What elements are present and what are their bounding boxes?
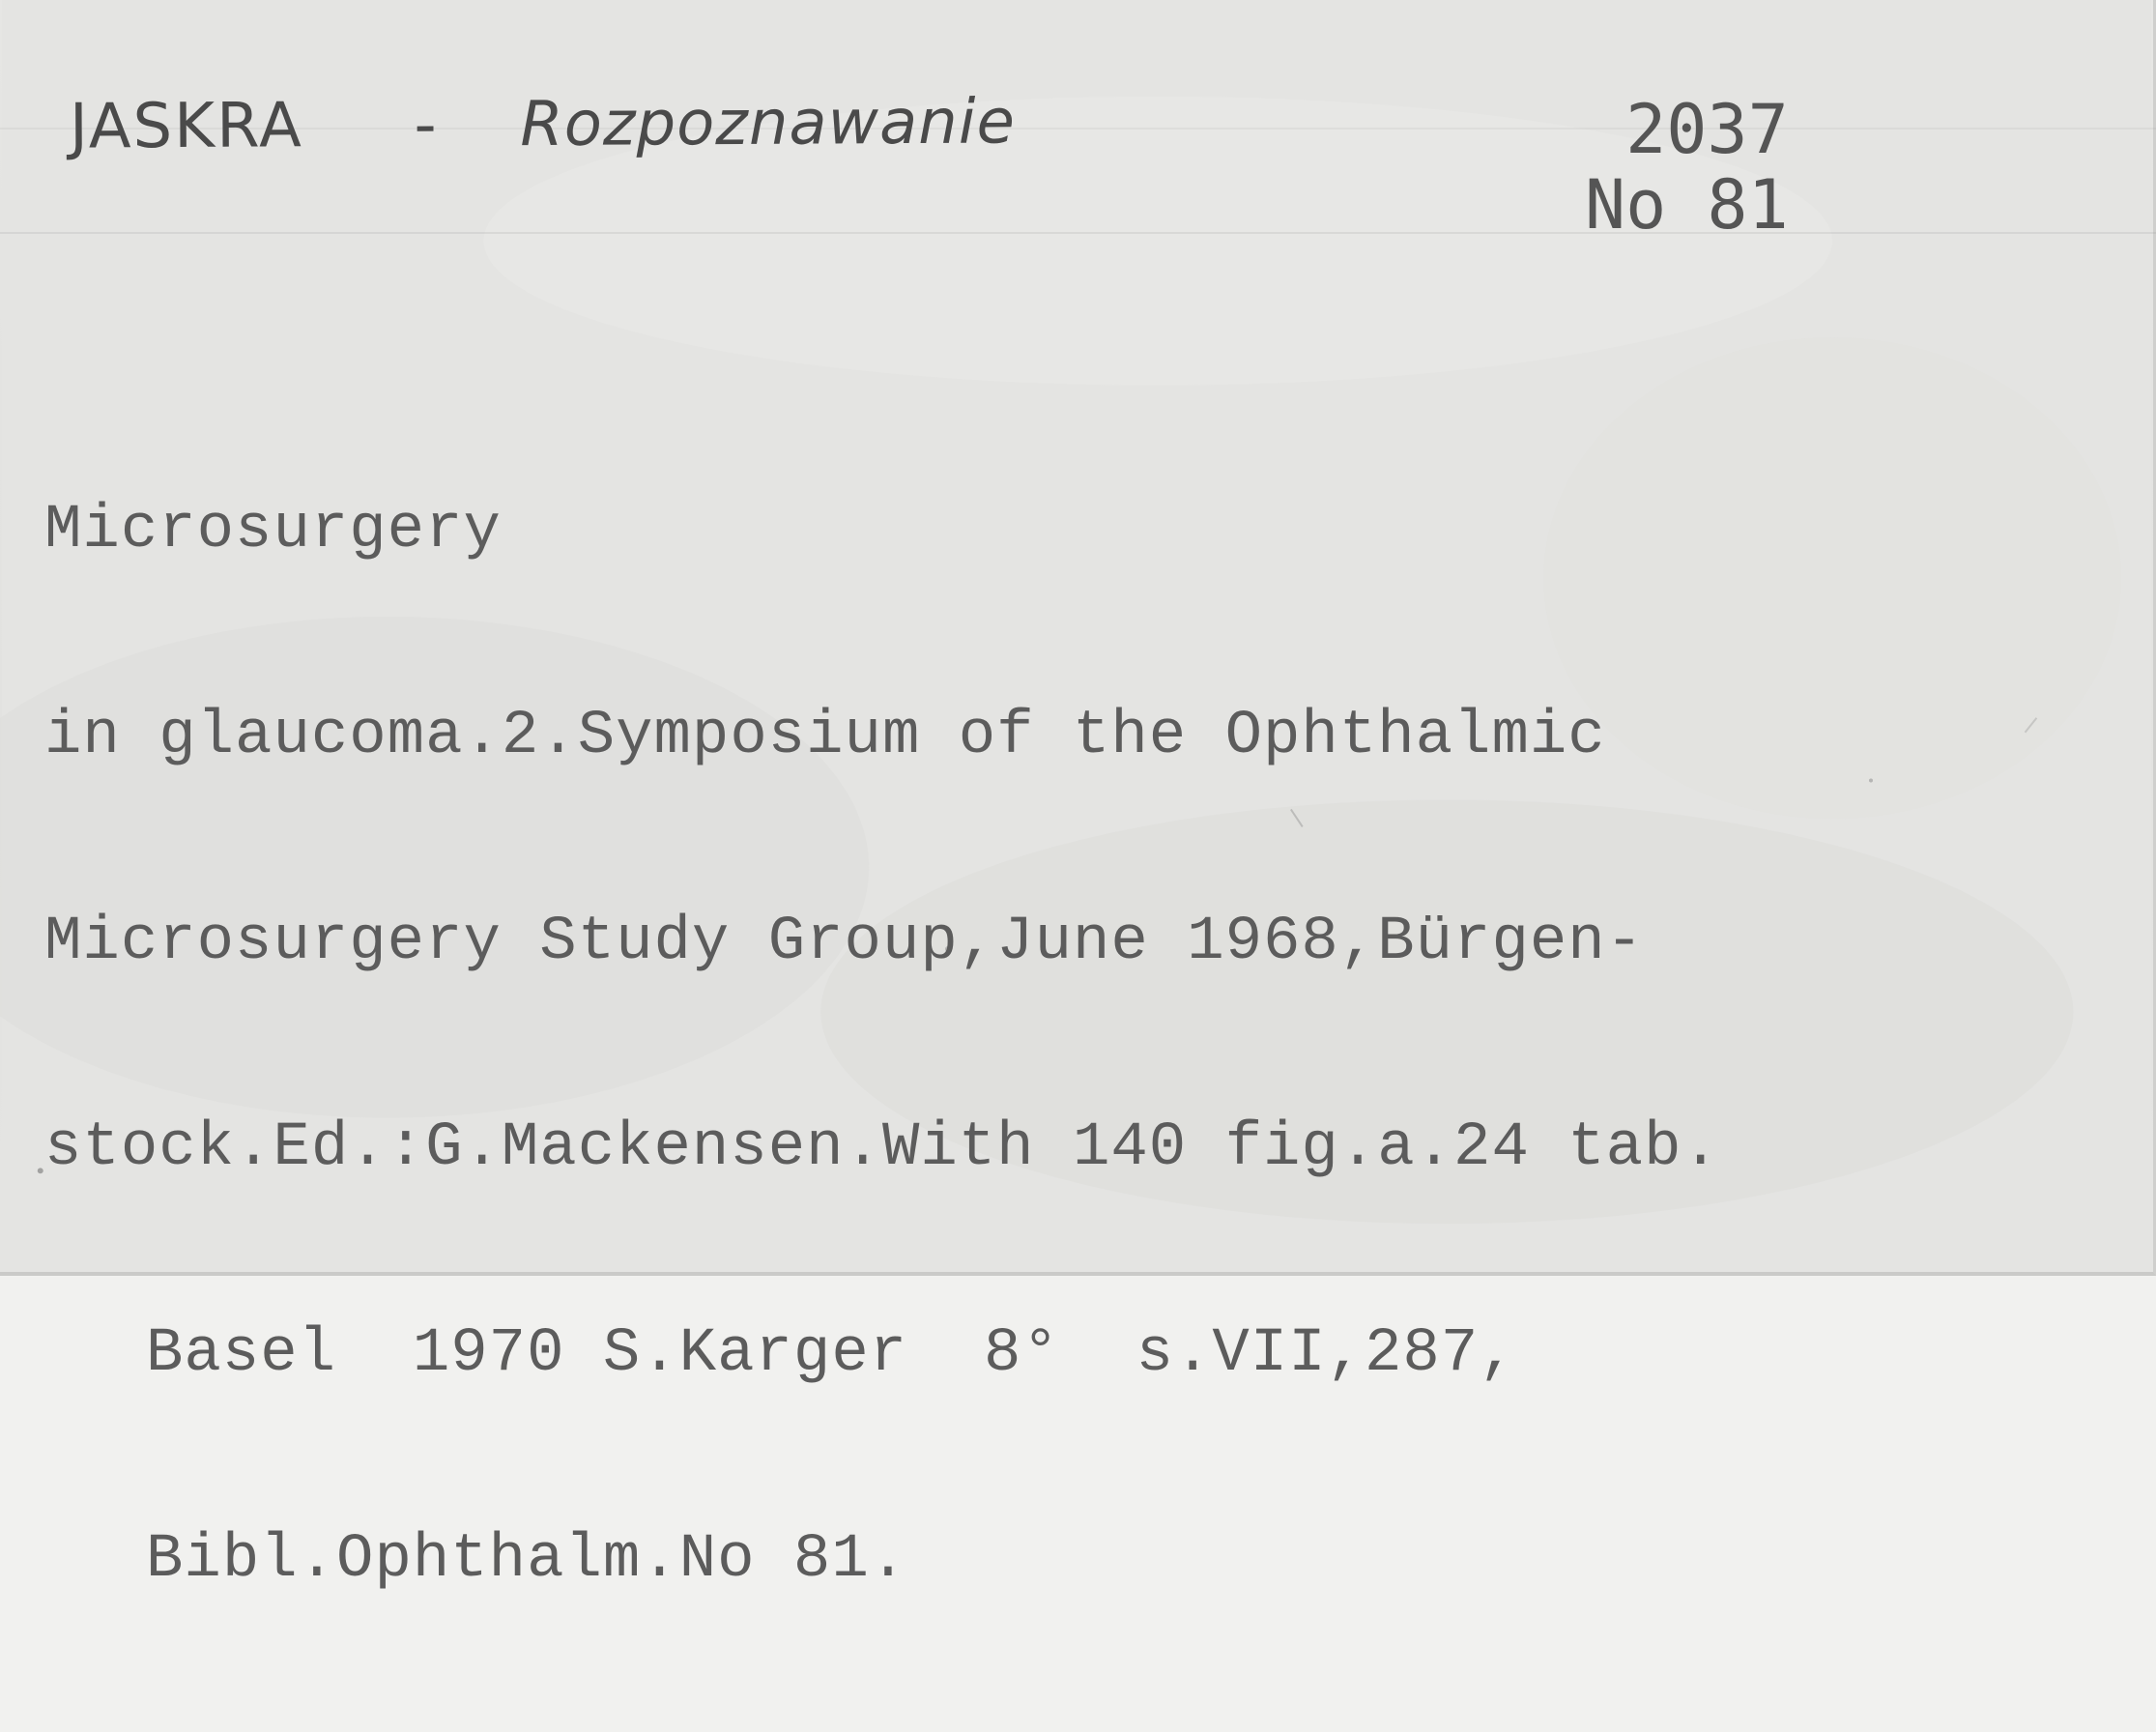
ruled-line-header — [0, 232, 2156, 234]
entry-line-4: stock.Ed.:G.Mackensen.With 140 fig.a.24 tab. — [44, 1113, 1720, 1183]
call-number-value: 2037 — [1625, 90, 1789, 169]
entry-line-5: Basel 1970 S.Karger 8° s.VII,287, — [146, 1319, 1517, 1389]
call-number — [1585, 92, 1789, 243]
heading-dash: - — [414, 89, 439, 161]
heading-subdivision: Rozpoznawanie — [520, 86, 1017, 161]
card-heading — [70, 86, 1016, 162]
heading-subject: JASKRA — [69, 90, 303, 163]
entry-line-2: in glaucoma.2.Symposium of the Ophthalmic — [44, 702, 1606, 771]
entry-line-1: Microsurgery — [44, 496, 502, 565]
bibliographic-entry — [44, 360, 1720, 1732]
entry-line-6: Bibl.Ophthalm.No 81. — [146, 1525, 908, 1595]
entry-line-3: Microsurgery Study Group,June 1968,Bürgen- — [44, 908, 1645, 977]
call-number-series: No 81 — [1585, 165, 1789, 245]
